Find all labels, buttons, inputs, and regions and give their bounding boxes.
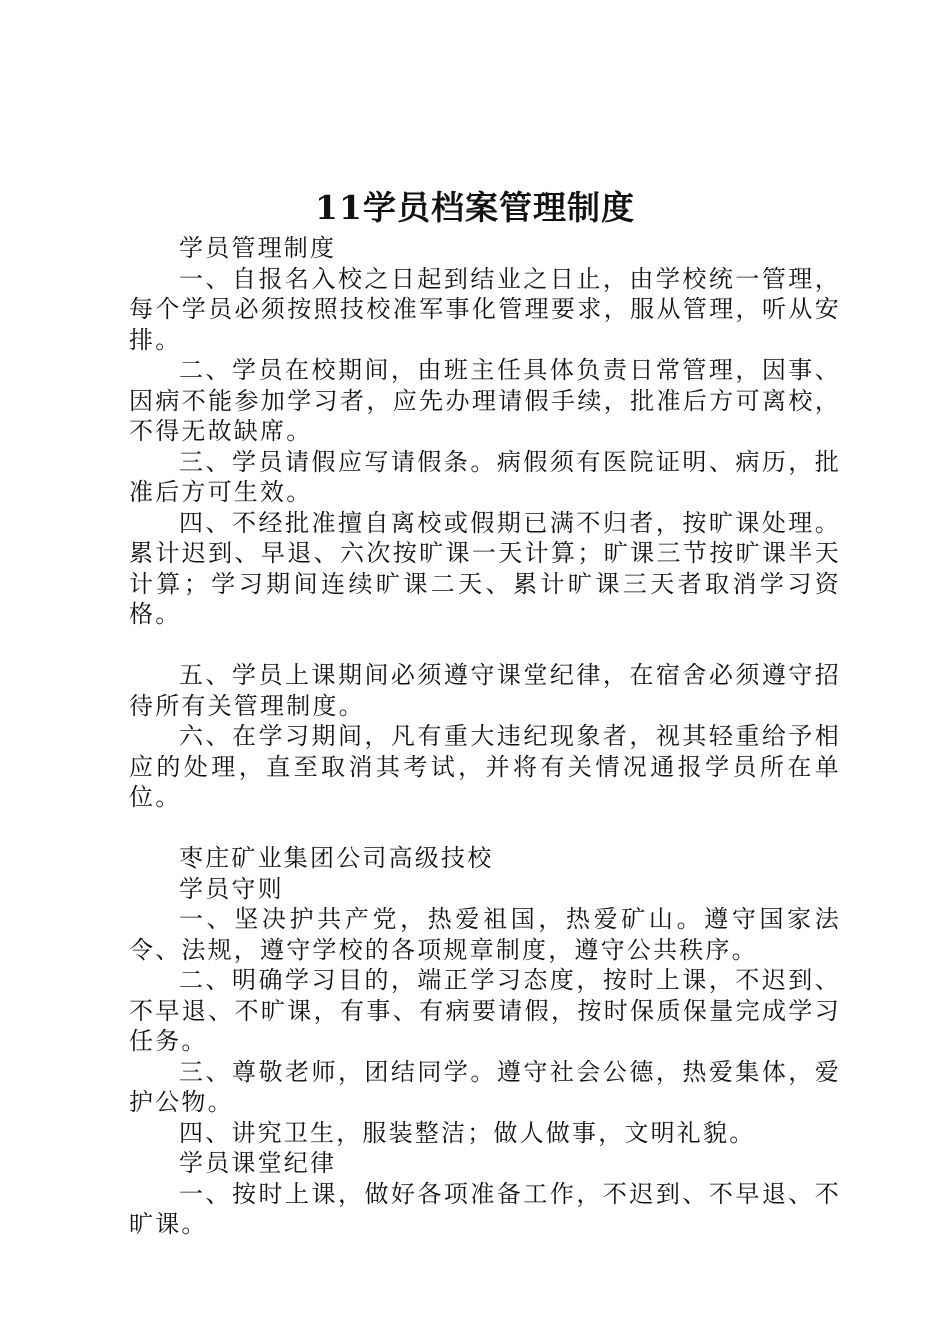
organization-name: 枣庄矿业集团公司高级技校: [179, 844, 494, 872]
paragraph: 二、明确学习目的，端正学习态度，按时上课，不迟到、不早退、不旷课，有事、有病要请假，按时保质保量完成学习任务。: [129, 966, 841, 1055]
paragraph: 三、学员请假应写请假条。病假须有医院证明、病历，批准后方可生效。: [129, 447, 841, 506]
paragraph: 五、学员上课期间必须遵守课堂纪律，在宿舍必须遵守招待所有关管理制度。: [129, 661, 841, 720]
paragraph: 四、不经批准擅自离校或假期已满不归者，按旷课处理。累计迟到、早退、六次按旷课一天计算；旷课三节按旷课半天计算；学习期间连续旷课二天、累计旷课三天者取消学习资格。: [129, 508, 841, 628]
paragraph: 一、自报名入校之日起到结业之日止，由学校统一管理，每个学员必须按照技校准军事化管理要求，服从管理，听从安排。: [129, 264, 841, 354]
section-heading: 学员守则: [179, 874, 284, 903]
section-heading: 学员管理制度: [179, 234, 337, 262]
paragraph: 二、学员在校期间，由班主任具体负责日常管理，因事、因病不能参加学习者，应先办理请假手续，批准后方可离校，不得无故缺席。: [129, 356, 841, 445]
paragraph: 三、尊敬老师，团结同学。遵守社会公德，热爱集体，爱护公物。: [129, 1057, 841, 1116]
document-body: [129, 233, 841, 1240]
paragraph: 六、在学习期间，凡有重大违纪现象者，视其轻重给予相应的处理，直至取消其考试，并将有关情况通报学员所在单位。: [129, 722, 841, 811]
document-title: 11学员档案管理制度: [315, 188, 635, 227]
paragraph: 一、坚决护共产党，热爱祖国，热爱矿山。遵守国家法令、法规，遵守学校的各项规章制度，遵守公共秩序。: [129, 905, 841, 964]
paragraph: 四、讲究卫生，服装整洁；做人做事，文明礼貌。: [179, 1118, 756, 1147]
section-heading: 学员课堂纪律: [179, 1149, 337, 1177]
paragraph: 一、按时上课，做好各项准备工作，不迟到、不早退、不旷课。: [129, 1179, 841, 1238]
